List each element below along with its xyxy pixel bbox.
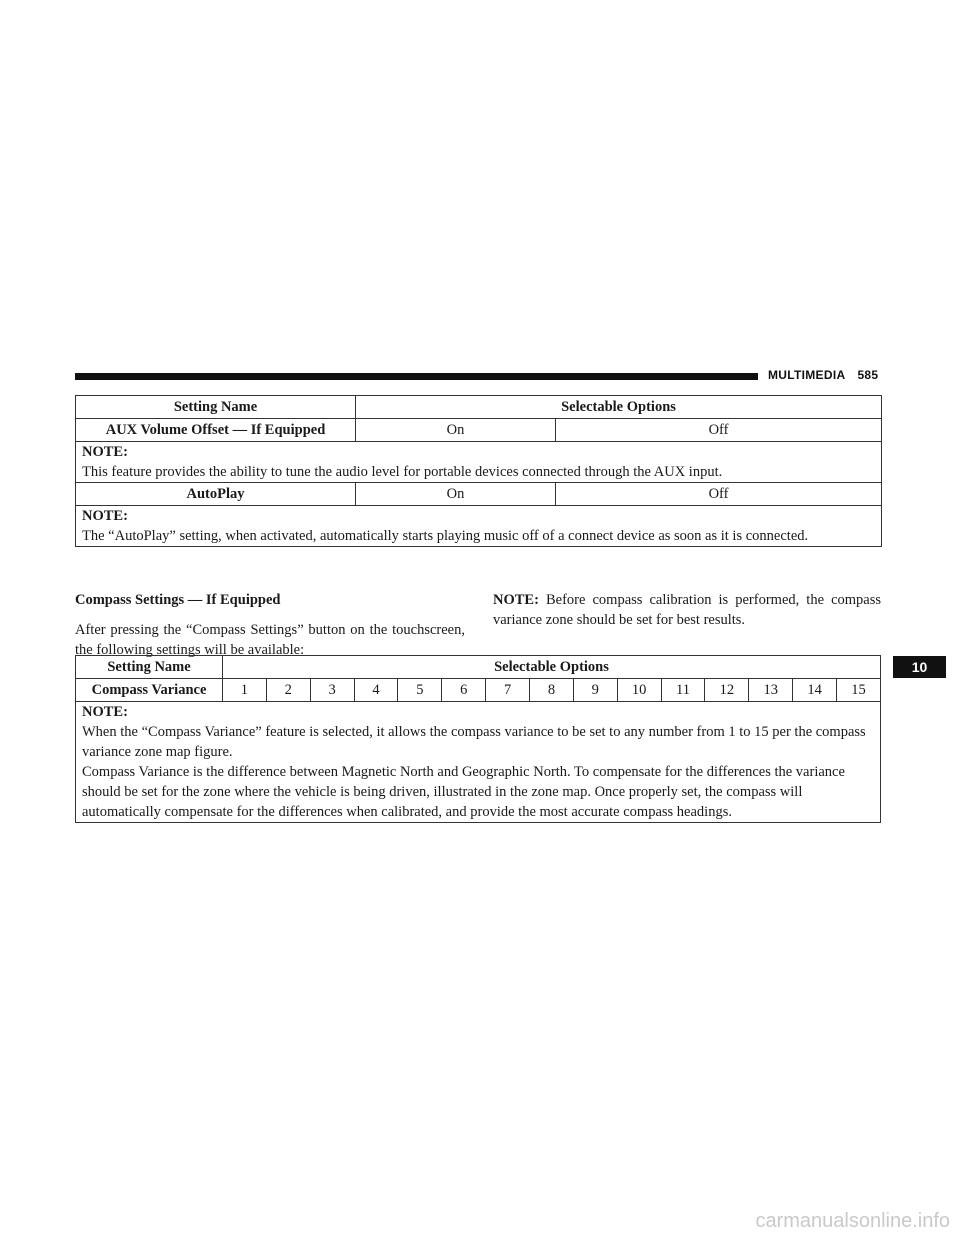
variance-value: 9 <box>573 679 617 702</box>
compass-settings-table <box>75 655 881 823</box>
aux-note <box>76 442 882 483</box>
option-on: On <box>356 483 556 506</box>
variance-value: 8 <box>530 679 574 702</box>
table-row <box>76 483 882 506</box>
chapter-tab: 10 <box>893 656 946 678</box>
header-setting-name: Setting Name <box>76 656 223 679</box>
running-header <box>768 368 878 386</box>
note-paragraph: When the “Compass Variance” feature is selected, it allows the compass variance to be set to any number from 1 to 15 per the compass variance zone map figure. <box>82 724 866 760</box>
variance-value: 12 <box>705 679 749 702</box>
note-label: NOTE: <box>82 508 128 524</box>
variance-value: 2 <box>266 679 310 702</box>
variance-value: 3 <box>310 679 354 702</box>
compass-variance-note <box>76 702 881 823</box>
note-text: This feature provides the ability to tune the audio level for portable devices connected through the AUX input. <box>82 464 723 480</box>
variance-value: 15 <box>837 679 881 702</box>
compass-intro-column <box>75 590 465 660</box>
section-title: MULTIMEDIA <box>768 368 846 382</box>
option-off: Off <box>556 419 882 442</box>
setting-compass-variance: Compass Variance <box>76 679 223 702</box>
compass-intro-text: After pressing the “Compass Settings” button on the touchscreen, the following settings will be available: <box>75 622 465 658</box>
autoplay-note <box>76 506 882 547</box>
header-selectable-options: Selectable Options <box>223 656 881 679</box>
page-number: 585 <box>857 368 879 382</box>
table-row <box>76 679 881 702</box>
variance-value: 1 <box>223 679 267 702</box>
note-label: NOTE: <box>82 704 128 720</box>
note-row <box>76 442 882 483</box>
option-on: On <box>356 419 556 442</box>
table-row <box>76 419 882 442</box>
option-off: Off <box>556 483 882 506</box>
header-setting-name: Setting Name <box>76 396 356 419</box>
variance-value: 5 <box>398 679 442 702</box>
variance-value: 7 <box>486 679 530 702</box>
variance-value: 4 <box>354 679 398 702</box>
setting-autoplay: AutoPlay <box>76 483 356 506</box>
compass-note <box>493 590 881 630</box>
note-text: The “AutoPlay” setting, when activated, automatically starts playing music off of a connect device as soon as it is connected. <box>82 528 809 544</box>
note-label: NOTE: <box>493 592 539 608</box>
compass-heading: Compass Settings — If Equipped <box>75 592 281 608</box>
note-row <box>76 702 881 823</box>
variance-value: 13 <box>749 679 793 702</box>
header-selectable-options: Selectable Options <box>356 396 882 419</box>
variance-value: 14 <box>793 679 837 702</box>
compass-note-column <box>493 590 881 630</box>
note-row <box>76 506 882 547</box>
watermark: carmanualsonline.info <box>755 1210 950 1232</box>
audio-settings-table <box>75 395 882 547</box>
variance-value: 11 <box>661 679 705 702</box>
note-paragraph: Compass Variance is the difference between Magnetic North and Geographic North. To compensate for the differences the variance should be set for the zone where the vehicle is being driven, illustrated in the zone map. Once properly set, the compass will automatically compensate for the differences when calibrated, and provide the most accurate compass headings. <box>82 764 845 820</box>
setting-aux-volume-offset: AUX Volume Offset — If Equipped <box>76 419 356 442</box>
table-header-row <box>76 396 882 419</box>
note-label: NOTE: <box>82 444 128 460</box>
variance-value: 6 <box>442 679 486 702</box>
note-text: Before compass calibration is performed, the compass variance zone should be set for best results. <box>493 592 882 628</box>
variance-value: 10 <box>617 679 661 702</box>
table-header-row <box>76 656 881 679</box>
header-rule <box>75 373 758 380</box>
